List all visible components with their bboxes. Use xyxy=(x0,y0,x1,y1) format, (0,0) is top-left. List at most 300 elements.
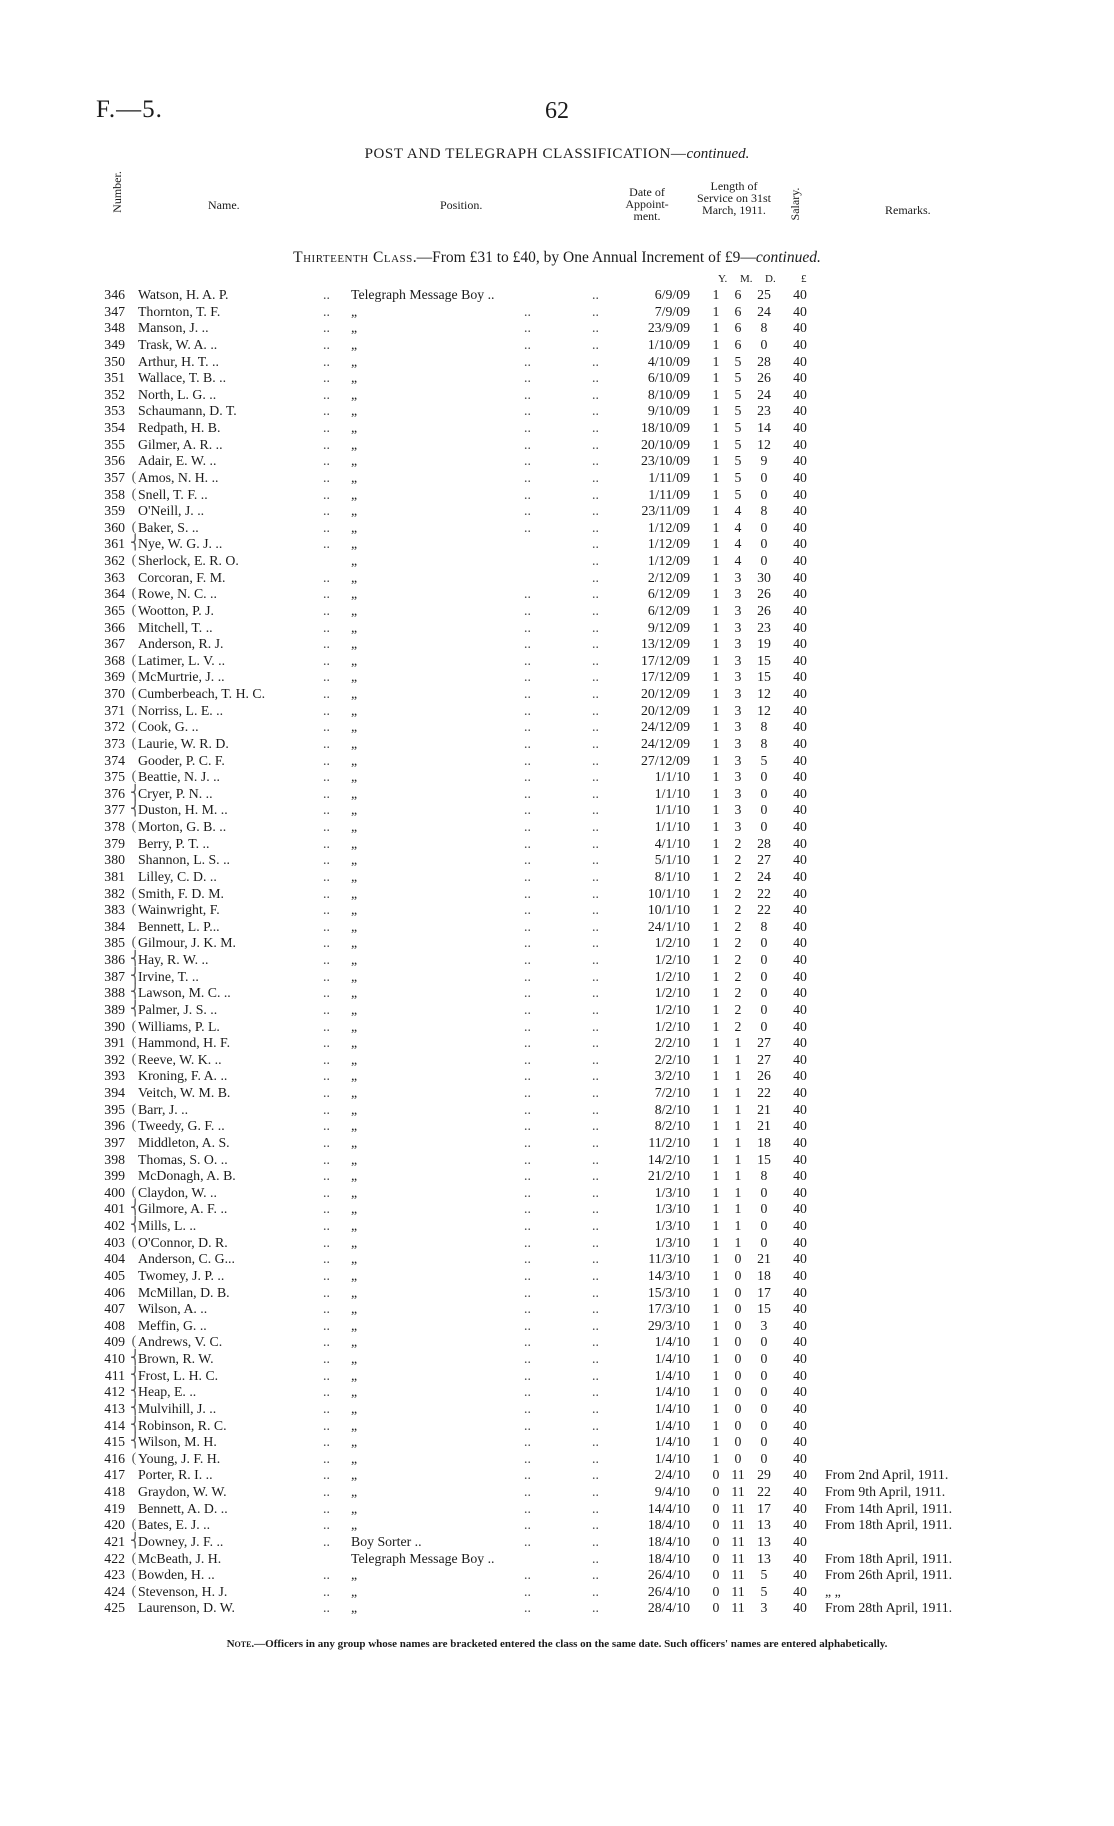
table-row xyxy=(0,1251,1114,1268)
cell-months: 3 xyxy=(734,619,742,635)
class-heading-lead: Thirteenth Class xyxy=(293,249,413,266)
leader-dots: .. xyxy=(323,852,330,868)
cell-date: 18/4/10 xyxy=(647,1550,690,1566)
leader-dots: .. xyxy=(323,586,330,602)
cell-name: Gilmour, J. K. M. xyxy=(138,935,236,951)
cell-years: 1 xyxy=(712,868,720,884)
cell-name: Barr, J. .. xyxy=(138,1101,189,1117)
cell-years: 1 xyxy=(712,1051,720,1067)
cell-position: „ xyxy=(351,1434,358,1450)
cell-number: 421 xyxy=(104,1533,125,1549)
cell-position: Telegraph Message Boy .. xyxy=(351,287,495,302)
cell-name: Trask, W. A. .. xyxy=(138,336,218,352)
cell-salary: 40 xyxy=(793,1500,807,1516)
unit-pounds: £ xyxy=(801,273,807,285)
table-row xyxy=(0,370,1114,387)
cell-name: Cumberbeach, T. H. C. xyxy=(138,686,266,701)
cell-months: 11 xyxy=(731,1517,745,1533)
leader-dots: .. xyxy=(524,652,531,668)
cell-months: 5 xyxy=(734,353,742,369)
cell-salary: 40 xyxy=(793,353,807,369)
group-bracket: ( xyxy=(131,1018,137,1034)
cell-days: 8 xyxy=(760,320,768,336)
cell-days: 8 xyxy=(760,719,768,735)
cell-position: „ xyxy=(351,918,358,934)
cell-number: 413 xyxy=(104,1400,125,1416)
leader-dots: .. xyxy=(592,1234,599,1250)
cell-name: Latimer, L. V. .. xyxy=(138,652,226,668)
leader-dots: .. xyxy=(592,1035,599,1051)
cell-position: „ xyxy=(351,519,358,535)
table-row xyxy=(0,902,1114,919)
cell-salary: 40 xyxy=(793,802,807,818)
cell-salary: 40 xyxy=(793,935,807,951)
leader-dots: .. xyxy=(323,1134,330,1150)
cell-position: „ xyxy=(351,968,358,984)
table-row xyxy=(0,1501,1114,1518)
cell-number: 396 xyxy=(104,1118,125,1134)
leader-dots: .. xyxy=(323,885,330,901)
cell-position: „ xyxy=(351,1351,358,1366)
cell-years: 1 xyxy=(712,968,720,984)
table-row xyxy=(0,952,1114,969)
table-row xyxy=(0,1418,1114,1435)
leader-dots: .. xyxy=(524,686,531,701)
leader-dots: .. xyxy=(323,619,330,635)
cell-months: 0 xyxy=(734,1351,742,1366)
leader-dots: .. xyxy=(323,536,330,552)
cell-months: 2 xyxy=(734,868,742,884)
leader-dots: .. xyxy=(592,370,599,386)
cell-months: 0 xyxy=(734,1367,742,1383)
cell-months: 3 xyxy=(734,602,742,618)
leader-dots: .. xyxy=(592,436,599,452)
leader-dots: .. xyxy=(592,1417,599,1433)
cell-years: 1 xyxy=(712,1301,720,1317)
table-row xyxy=(0,703,1114,720)
cell-years: 1 xyxy=(712,586,720,602)
leader-dots: .. xyxy=(524,420,531,435)
leader-dots: .. xyxy=(524,1201,531,1217)
cell-years: 1 xyxy=(712,752,720,768)
cell-date: 20/10/09 xyxy=(640,436,690,452)
leader-dots: .. xyxy=(592,1001,599,1017)
cell-months: 5 xyxy=(734,403,742,419)
cell-years: 1 xyxy=(712,320,720,336)
leader-dots: .. xyxy=(524,1301,531,1317)
cell-position: „ xyxy=(351,1400,358,1416)
leader-dots: .. xyxy=(323,918,330,934)
leader-dots: .. xyxy=(524,303,531,319)
cell-date: 1/1/10 xyxy=(654,769,690,785)
cell-remarks: From 18th April, 1911. xyxy=(825,1517,953,1533)
cell-date: 1/3/10 xyxy=(654,1218,690,1233)
cell-number: 401 xyxy=(104,1201,125,1217)
cell-position: „ xyxy=(351,819,358,834)
cell-date: 9/12/09 xyxy=(647,619,690,635)
leader-dots: .. xyxy=(524,586,531,602)
cell-name: O'Neill, J. .. xyxy=(138,503,205,519)
leader-dots: .. xyxy=(323,1517,330,1533)
cell-date: 11/2/10 xyxy=(648,1134,690,1150)
cell-years: 1 xyxy=(712,370,720,386)
cell-years: 1 xyxy=(712,902,720,918)
cell-date: 11/3/10 xyxy=(648,1251,690,1267)
cell-position: „ xyxy=(351,619,358,635)
cell-name: Palmer, J. S. .. xyxy=(138,1001,218,1017)
leader-dots: .. xyxy=(524,336,531,352)
cell-salary: 40 xyxy=(793,1051,807,1067)
leader-dots: .. xyxy=(524,619,531,635)
cell-number: 422 xyxy=(104,1550,125,1566)
leader-dots: .. xyxy=(524,1467,531,1483)
cell-days: 21 xyxy=(757,1251,771,1267)
group-bracket: ( xyxy=(131,1583,137,1599)
cell-days: 0 xyxy=(760,1417,768,1433)
group-bracket: ( xyxy=(131,719,137,735)
leader-dots: .. xyxy=(592,636,599,652)
leader-dots: .. xyxy=(524,1051,531,1067)
cell-days: 28 xyxy=(757,835,771,851)
cell-date: 1/2/10 xyxy=(654,1018,690,1034)
cell-name: Bennett, A. D. .. xyxy=(138,1500,228,1516)
cell-months: 1 xyxy=(734,1134,742,1150)
cell-days: 18 xyxy=(757,1267,771,1283)
leader-dots: .. xyxy=(592,852,599,868)
cell-years: 1 xyxy=(712,985,720,1001)
cell-salary: 40 xyxy=(793,1550,807,1566)
table-row xyxy=(0,1584,1114,1601)
cell-remarks: „ „ xyxy=(825,1583,841,1599)
cell-salary: 40 xyxy=(793,1035,807,1051)
leader-dots: .. xyxy=(592,1600,599,1616)
leader-dots: .. xyxy=(592,386,599,402)
leader-dots: .. xyxy=(592,1334,599,1350)
leader-dots: .. xyxy=(592,287,599,302)
cell-position: „ xyxy=(351,1085,358,1100)
cell-months: 6 xyxy=(734,336,742,352)
cell-years: 1 xyxy=(712,386,720,402)
leader-dots: .. xyxy=(524,835,531,851)
cell-years: 1 xyxy=(712,420,720,435)
cell-months: 11 xyxy=(731,1600,745,1616)
leader-dots: .. xyxy=(524,868,531,884)
cell-years: 1 xyxy=(712,1450,720,1466)
cell-years: 1 xyxy=(712,503,720,519)
leader-dots: .. xyxy=(524,752,531,768)
cell-position: „ xyxy=(351,1234,358,1250)
cell-years: 1 xyxy=(712,336,720,352)
cell-years: 1 xyxy=(712,303,720,319)
table-row xyxy=(0,1368,1114,1385)
cell-months: 2 xyxy=(734,952,742,967)
cell-days: 0 xyxy=(760,1218,768,1233)
leader-dots: .. xyxy=(323,1467,330,1483)
leader-dots: .. xyxy=(524,1317,531,1333)
cell-days: 0 xyxy=(760,486,768,502)
leader-dots: .. xyxy=(524,852,531,868)
cell-number: 371 xyxy=(104,702,125,718)
leader-dots: .. xyxy=(323,1384,330,1400)
cell-name: O'Connor, D. R. xyxy=(138,1234,228,1250)
cell-salary: 40 xyxy=(793,287,807,302)
leader-dots: .. xyxy=(592,1101,599,1117)
leader-dots: .. xyxy=(524,353,531,369)
group-bracket: ⎨ xyxy=(130,1218,141,1233)
cell-days: 26 xyxy=(757,370,771,386)
title-text: POST AND TELEGRAPH CLASSIFICATION— xyxy=(364,146,687,162)
cell-years: 1 xyxy=(712,1101,720,1117)
cell-number: 367 xyxy=(104,636,125,652)
cell-number: 370 xyxy=(104,686,125,701)
cell-position: „ xyxy=(351,802,358,818)
cell-days: 0 xyxy=(760,469,768,485)
table-row xyxy=(0,1551,1114,1568)
cell-date: 1/4/10 xyxy=(654,1351,690,1366)
cell-position: „ xyxy=(351,1267,358,1283)
table-row xyxy=(0,985,1114,1002)
table-row xyxy=(0,802,1114,819)
cell-number: 378 xyxy=(104,819,125,834)
leader-dots: .. xyxy=(524,602,531,618)
group-bracket: ( xyxy=(131,702,137,718)
table-row xyxy=(0,1401,1114,1418)
leader-dots: .. xyxy=(592,453,599,469)
cell-years: 1 xyxy=(712,1267,720,1283)
table-row xyxy=(0,1301,1114,1318)
cell-number: 347 xyxy=(104,303,125,319)
cell-date: 17/12/09 xyxy=(640,652,690,668)
cell-number: 408 xyxy=(104,1317,125,1333)
leader-dots: .. xyxy=(323,819,330,834)
cell-years: 1 xyxy=(712,769,720,785)
cell-date: 1/4/10 xyxy=(654,1334,690,1350)
cell-months: 1 xyxy=(734,1051,742,1067)
cell-salary: 40 xyxy=(793,1284,807,1300)
cell-years: 1 xyxy=(712,469,720,485)
table-row xyxy=(0,487,1114,504)
cell-number: 354 xyxy=(104,420,125,435)
cell-months: 3 xyxy=(734,785,742,801)
table-row xyxy=(0,919,1114,936)
cell-salary: 40 xyxy=(793,902,807,918)
cell-days: 0 xyxy=(760,1184,768,1200)
leader-dots: .. xyxy=(323,785,330,801)
cell-salary: 40 xyxy=(793,320,807,336)
cell-name: Reeve, W. K. .. xyxy=(138,1051,222,1067)
cell-date: 17/3/10 xyxy=(647,1301,690,1317)
leader-dots: .. xyxy=(323,1218,330,1233)
leader-dots: .. xyxy=(323,569,330,585)
cell-months: 11 xyxy=(731,1567,745,1583)
cell-position: „ xyxy=(351,785,358,801)
leader-dots: .. xyxy=(592,586,599,602)
cell-months: 11 xyxy=(731,1500,745,1516)
table-row xyxy=(0,387,1114,404)
cell-name: Veitch, W. M. B. xyxy=(138,1085,231,1100)
cell-position: „ xyxy=(351,1600,358,1616)
group-bracket: ( xyxy=(131,486,137,502)
cell-number: 412 xyxy=(104,1384,125,1400)
leader-dots: .. xyxy=(524,802,531,818)
table-row xyxy=(0,1567,1114,1584)
cell-number: 363 xyxy=(104,569,125,585)
group-bracket: ( xyxy=(131,669,137,685)
cell-years: 1 xyxy=(712,935,720,951)
class-heading-body: .—From £31 to £40, by One Annual Increment of £9— xyxy=(412,249,756,266)
group-bracket: ( xyxy=(131,1450,137,1466)
cell-days: 15 xyxy=(757,652,771,668)
cell-name: Sherlock, E. R. O. xyxy=(138,553,239,568)
leader-dots: .. xyxy=(524,486,531,502)
cell-number: 404 xyxy=(104,1251,125,1267)
leader-dots: .. xyxy=(524,785,531,801)
leader-dots: .. xyxy=(592,503,599,519)
cell-date: 1/2/10 xyxy=(654,1001,690,1017)
cell-months: 4 xyxy=(734,503,742,519)
table-row xyxy=(0,287,1114,304)
cell-number: 392 xyxy=(104,1051,125,1067)
cell-position: „ xyxy=(351,702,358,718)
cell-number: 387 xyxy=(104,968,125,984)
cell-number: 375 xyxy=(104,769,125,785)
leader-dots: .. xyxy=(592,1583,599,1599)
unit-days: D. xyxy=(765,273,776,285)
cell-date: 2/4/10 xyxy=(654,1467,690,1483)
cell-name: Stevenson, H. J. xyxy=(138,1583,228,1599)
cell-months: 0 xyxy=(734,1301,742,1317)
group-bracket: ⎨ xyxy=(130,785,141,801)
cell-salary: 40 xyxy=(793,619,807,635)
cell-years: 1 xyxy=(712,403,720,419)
cell-salary: 40 xyxy=(793,1400,807,1416)
table-row xyxy=(0,1467,1114,1484)
cell-remarks: From 14th April, 1911. xyxy=(825,1500,953,1516)
cell-days: 0 xyxy=(760,968,768,984)
leader-dots: .. xyxy=(524,1151,531,1167)
cell-years: 1 xyxy=(712,686,720,701)
cell-months: 1 xyxy=(734,1184,742,1200)
table-row xyxy=(0,1268,1114,1285)
cell-name: McBeath, J. H. xyxy=(138,1550,222,1566)
cell-date: 7/2/10 xyxy=(654,1085,690,1100)
leader-dots: .. xyxy=(323,868,330,884)
leader-dots: .. xyxy=(323,769,330,785)
cell-name: Mitchell, T. .. xyxy=(138,619,213,635)
leader-dots: .. xyxy=(592,553,599,568)
cell-months: 1 xyxy=(734,1201,742,1217)
cell-salary: 40 xyxy=(793,1484,807,1499)
cell-position: „ xyxy=(351,1583,358,1599)
cell-days: 25 xyxy=(757,287,771,302)
cell-months: 4 xyxy=(734,519,742,535)
cell-days: 9 xyxy=(760,453,768,469)
leader-dots: .. xyxy=(524,769,531,785)
cell-years: 0 xyxy=(712,1467,720,1483)
group-bracket: ⎨ xyxy=(130,536,141,552)
cell-position: „ xyxy=(351,386,358,402)
leader-dots: .. xyxy=(524,968,531,984)
cell-date: 21/2/10 xyxy=(647,1168,690,1184)
cell-name: Heap, E. .. xyxy=(138,1384,197,1400)
leader-dots: .. xyxy=(524,1334,531,1350)
table-row xyxy=(0,520,1114,537)
page-number: 62 xyxy=(545,98,569,124)
cell-salary: 40 xyxy=(793,386,807,402)
cell-position: „ xyxy=(351,586,358,602)
cell-position: „ xyxy=(351,636,358,652)
cell-years: 0 xyxy=(712,1500,720,1516)
cell-days: 0 xyxy=(760,1351,768,1366)
group-bracket: ( xyxy=(131,652,137,668)
cell-position: „ xyxy=(351,835,358,851)
leader-dots: .. xyxy=(323,503,330,519)
cell-months: 11 xyxy=(731,1550,745,1566)
cell-salary: 40 xyxy=(793,1417,807,1433)
cell-position: „ xyxy=(351,453,358,469)
cell-position: „ xyxy=(351,1567,358,1583)
leader-dots: .. xyxy=(323,1201,330,1217)
leader-dots: .. xyxy=(323,1484,330,1499)
cell-months: 11 xyxy=(731,1484,745,1499)
cell-name: Meffin, G. .. xyxy=(138,1317,207,1333)
table-row xyxy=(0,1517,1114,1534)
leader-dots: .. xyxy=(592,1018,599,1034)
cell-years: 1 xyxy=(712,569,720,585)
cell-months: 2 xyxy=(734,902,742,918)
leader-dots: .. xyxy=(323,802,330,818)
cell-number: 425 xyxy=(104,1600,125,1616)
leader-dots: .. xyxy=(323,702,330,718)
cell-days: 0 xyxy=(760,935,768,951)
cell-name: McMurtrie, J. .. xyxy=(138,669,225,685)
cell-days: 24 xyxy=(757,303,771,319)
leader-dots: .. xyxy=(323,469,330,485)
table-row xyxy=(0,1351,1114,1368)
cell-number: 362 xyxy=(104,553,125,568)
cell-number: 411 xyxy=(104,1367,125,1383)
cell-salary: 40 xyxy=(793,636,807,652)
cell-years: 1 xyxy=(712,785,720,801)
cell-years: 0 xyxy=(712,1567,720,1583)
cell-number: 391 xyxy=(104,1035,125,1051)
cell-number: 390 xyxy=(104,1018,125,1034)
cell-number: 403 xyxy=(104,1234,125,1250)
cell-days: 8 xyxy=(760,735,768,751)
leader-dots: .. xyxy=(524,1484,531,1499)
cell-name: Anderson, R. J. xyxy=(138,636,224,652)
cell-salary: 40 xyxy=(793,1151,807,1167)
cell-position: „ xyxy=(351,1118,358,1134)
cell-number: 380 xyxy=(104,852,125,868)
leader-dots: .. xyxy=(323,1118,330,1134)
leader-dots: .. xyxy=(592,1450,599,1466)
cell-days: 0 xyxy=(760,1367,768,1383)
table-row xyxy=(0,1201,1114,1218)
table-row xyxy=(0,453,1114,470)
leader-dots: .. xyxy=(323,1567,330,1583)
cell-number: 379 xyxy=(104,835,125,851)
cell-months: 5 xyxy=(734,386,742,402)
cell-months: 3 xyxy=(734,802,742,818)
table-row xyxy=(0,1052,1114,1069)
cell-years: 1 xyxy=(712,602,720,618)
cell-days: 22 xyxy=(757,885,771,901)
leader-dots: .. xyxy=(524,1018,531,1034)
cell-months: 1 xyxy=(734,1168,742,1184)
cell-salary: 40 xyxy=(793,1450,807,1466)
staff-table xyxy=(0,287,1114,1617)
